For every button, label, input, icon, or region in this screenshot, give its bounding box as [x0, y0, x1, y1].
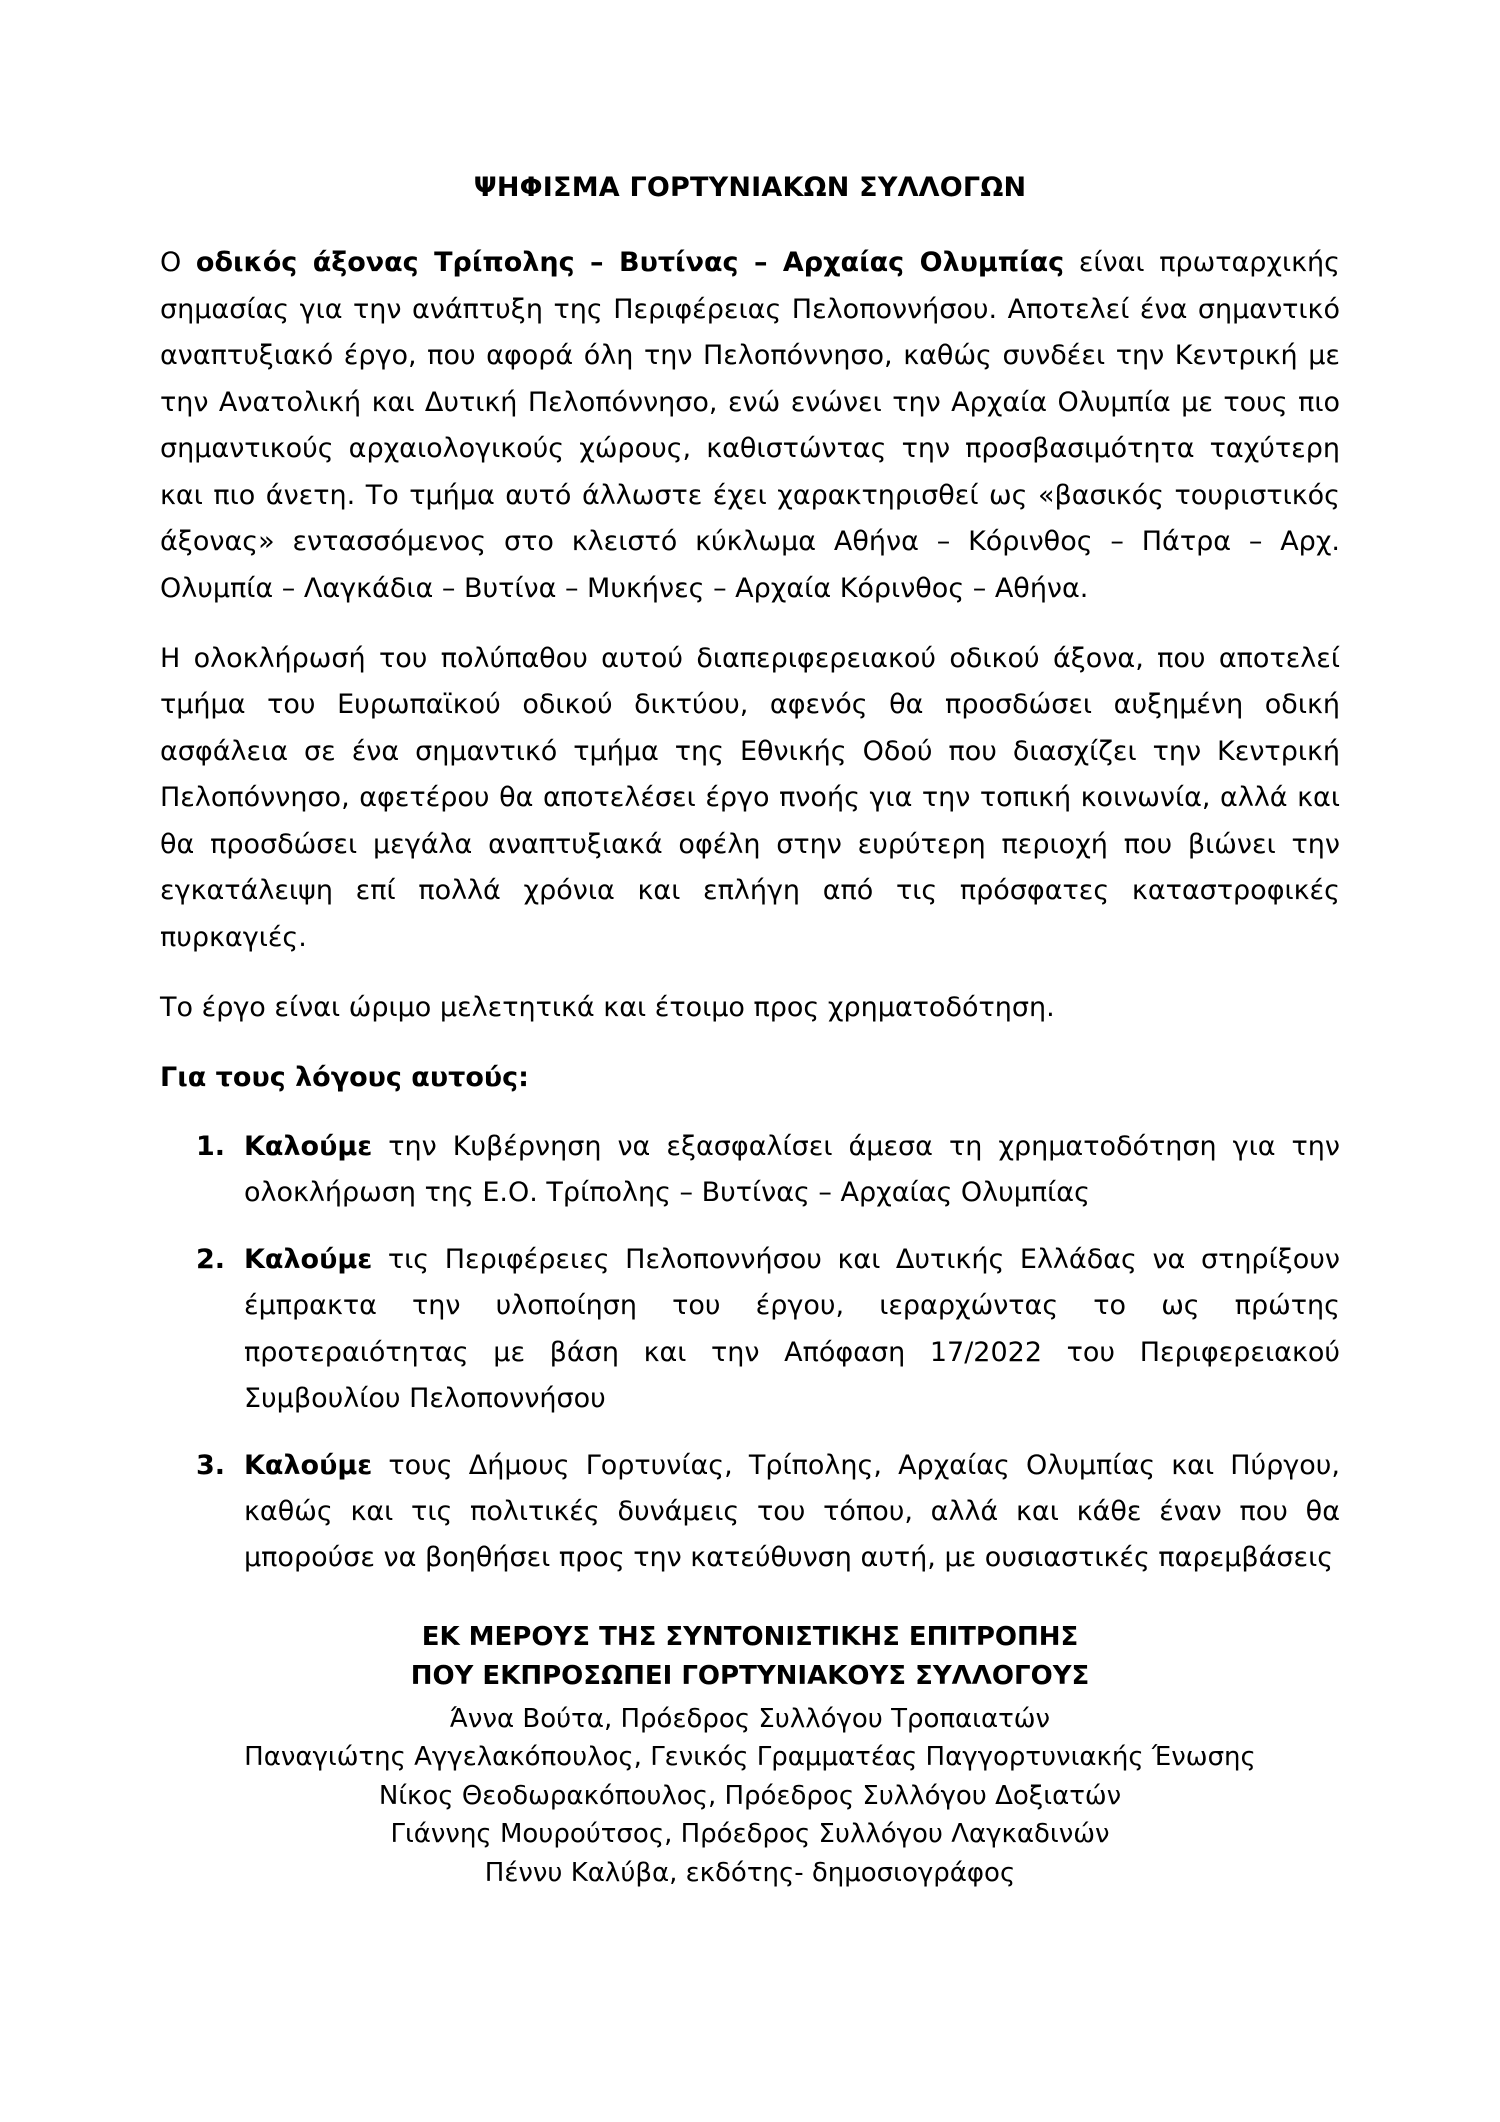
- page-title: ΨΗΦΙΣΜΑ ΓΟΡΤΥΝΙΑΚΩΝ ΣΥΛΛΟΓΩΝ: [473, 172, 1027, 203]
- paragraph-1-prefix: Ο: [160, 247, 196, 279]
- signatories-list: [160, 1700, 1340, 1892]
- demands-lead-in: Για τους λόγους αυτούς:: [160, 1062, 529, 1094]
- paragraph-1: [160, 240, 1340, 612]
- signatory-name: Νίκος Θεοδωρακόπουλος, Πρόεδρος Συλλόγου Δοξιατών: [378, 1780, 1122, 1811]
- demand-3-text: τους Δήμους Γορτυνίας, Τρίπολης, Αρχαίας Ολυμπίας και Πύργου, καθώς και τις πολιτικές δυνάμεις του τόπου, αλλά και κάθε έναν που θα μπορούσε να βοηθήσει προς την κατεύθυνση αυτή, με ουσιαστικές παρεμβάσεις: [244, 1449, 1340, 1574]
- demand-3-bold: Καλούμε: [244, 1449, 373, 1481]
- signatory-name: Παναγιώτης Αγγελακόπουλος, Γενικός Γραμματέας Παγγορτυνιακής Ένωσης: [244, 1742, 1256, 1773]
- list-item: [244, 1237, 1340, 1423]
- demand-1-bold: Καλούμε: [244, 1130, 373, 1162]
- demand-2-text: τις Περιφέρειες Πελοποννήσου και Δυτικής Ελλάδας να στηρίξουν έμπρακτα την υλοποίηση του έργου, ιεραρχώντας το ως πρώτης προτεραιότητας με βάση και την Απόφαση 17/2022 του Περιφερειακού Συμβουλίου Πελοποννήσου: [244, 1243, 1340, 1415]
- signature-block: [160, 1618, 1340, 1892]
- list-item: [244, 1124, 1340, 1217]
- demand-1-text: την Κυβέρνηση να εξασφαλίσει άμεσα τη χρηματοδότηση για την ολοκλήρωση της Ε.Ο. Τρίπολης – Βυτίνας – Αρχαίας Ολυμπίας: [244, 1130, 1340, 1209]
- demands-list: [160, 1124, 1340, 1582]
- paragraph-3: Το έργο είναι ώριμο μελετητικά και έτοιμο προς χρηματοδότηση.: [160, 992, 1055, 1023]
- signature-heading-line-1: ΕΚ ΜΕΡΟΥΣ ΤΗΣ ΣΥΝΤΟΝΙΣΤΙΚΗΣ ΕΠΙΤΡΟΠΗΣ: [421, 1621, 1079, 1652]
- list-item: [244, 1443, 1340, 1582]
- signatory-name: Άννα Βούτα, Πρόεδρος Συλλόγου Τροπαιατών: [449, 1703, 1051, 1734]
- paragraph-2: Η ολοκλήρωσή του πολύπαθου αυτού διαπεριφερειακού οδικού άξονα, που αποτελεί τμήμα του Ευρωπαϊκού οδικού δικτύου, αφενός θα προσδώσει αυξημένη οδική ασφάλεια σε ένα σημαντικό τμήμα της Εθνικής Οδού που διασχίζει την Κεντρική Πελοπόννησο, αφετέρου θα αποτελέσει έργο πνοής για την τοπική κοινωνία, αλλά και θα προσδώσει μεγάλα αναπτυξιακά οφέλη στην ευρύτερη περιοχή που βιώνει την εγκατάλειψη επί πολλά χρόνια και επλήγη από τις πρόσφατες καταστροφικές πυρκαγιές.: [160, 642, 1340, 953]
- paragraph-1-rest: είναι πρωταρχικής σημασίας για την ανάπτυξη της Περιφέρειας Πελοποννήσου. Αποτελεί ένα σημαντικό αναπτυξιακό έργο, που αφορά όλη την Πελοπόννησο, καθώς συνδέει την Κεντρική με την Ανατολική και Δυτική Πελοπόννησο, ενώ ενώνει την Αρχαία Ολυμπία με τους πιο σημαντικούς αρχαιολογικούς χώρους, καθιστώντας την προσβασιμότητα ταχύτερη και πιο άνετη. Το τμήμα αυτό άλλωστε έχει χαρακτηρισθεί ως «βασικός τουριστικός άξονας» εντασσόμενος στο κλειστό κύκλωμα Αθήνα – Κόρινθος – Πάτρα – Αρχ. Ολυμπία – Λαγκάδια – Βυτίνα – Μυκήνες – Αρχαία Κόρινθος – Αθήνα.: [160, 247, 1340, 604]
- demand-2-bold: Καλούμε: [244, 1243, 373, 1275]
- paragraph-1-bold-phrase: οδικός άξονας Τρίπολης – Βυτίνας – Αρχαίας Ολυμπίας: [195, 247, 1065, 279]
- signatory-name: Πέννυ Καλύβα, εκδότης- δημοσιογράφος: [484, 1857, 1016, 1888]
- signatory-name: Γιάννης Μουρούτσος, Πρόεδρος Συλλόγου Λαγκαδινών: [390, 1819, 1110, 1850]
- signature-heading-line-2: ΠΟΥ ΕΚΠΡΟΣΩΠΕΙ ΓΟΡΤΥΝΙΑΚΟΥΣ ΣΥΛΛΟΓΟΥΣ: [410, 1660, 1090, 1691]
